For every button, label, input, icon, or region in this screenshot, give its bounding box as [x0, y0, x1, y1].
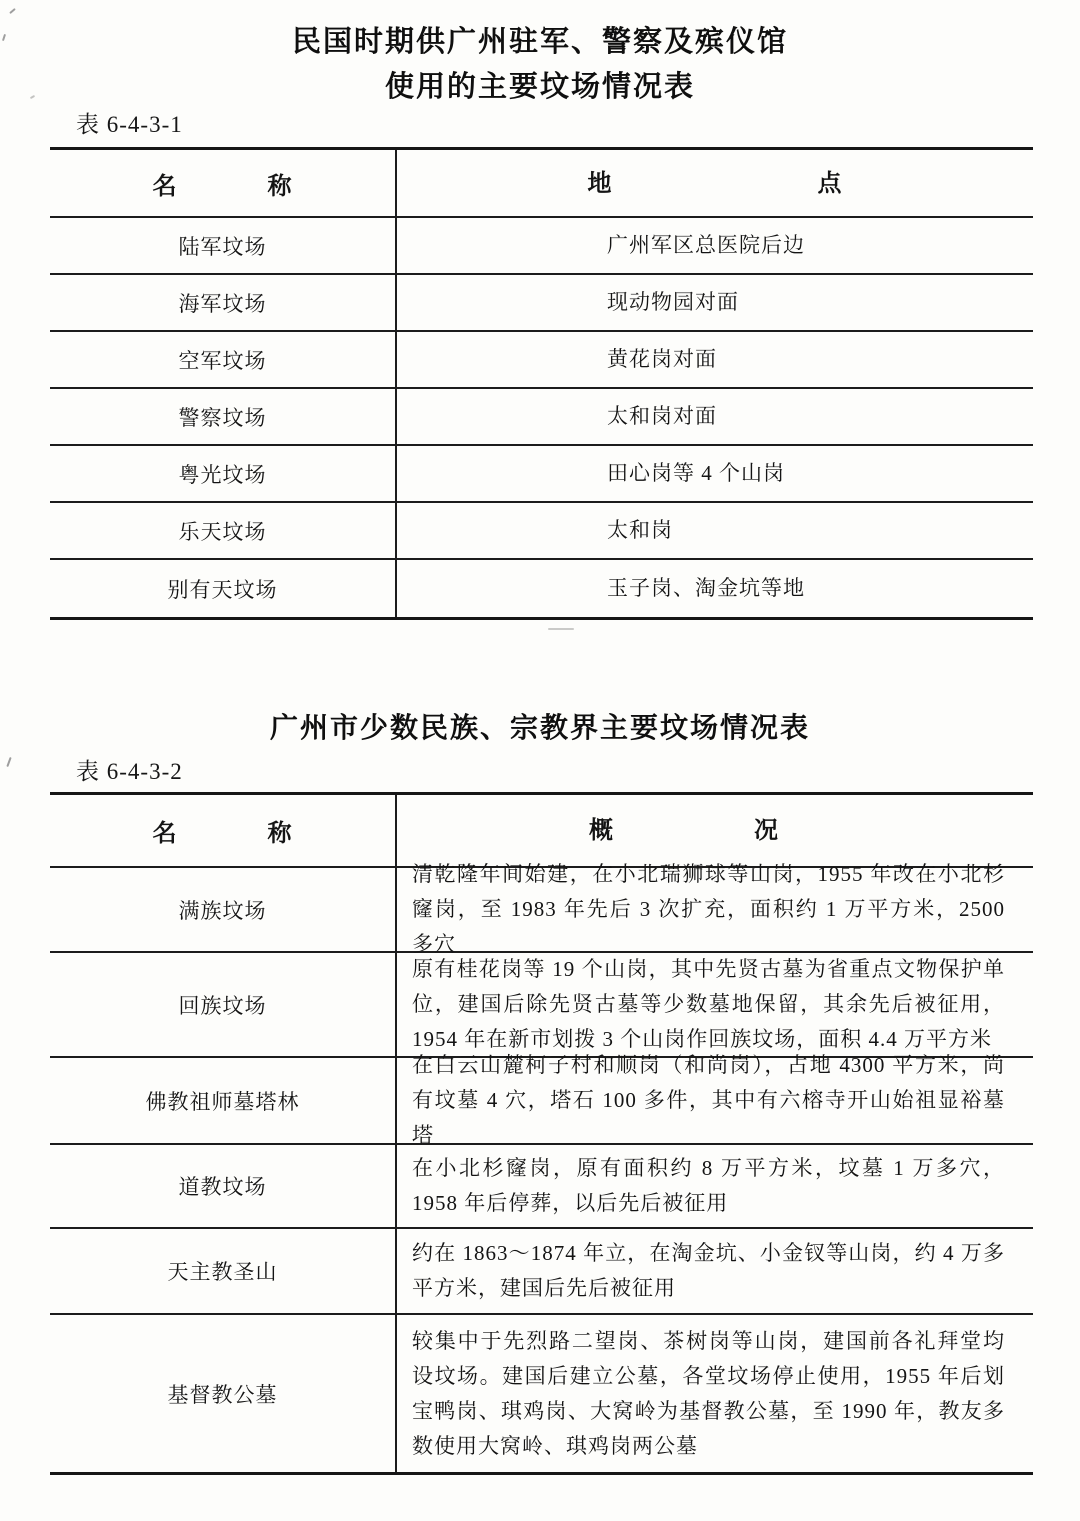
cemetery-location: 玉子岗、淘金坑等地 [607, 576, 805, 600]
cemetery-overview: 在白云山麓柯子村和顺岗（和尚岗），占地 4300 平方米，尚有坟墓 4 穴，塔石 100 多件，其中有六榕寺开山始祖显裕墓塔 [412, 1053, 1005, 1147]
table1-title-line2: 使用的主要坟场情况表 [384, 71, 695, 103]
table-row [50, 862, 1033, 956]
cemetery-overview: 原有桂花岗等 19 个山岗，其中先贤古墓为省重点文物保护单位，建国后除先贤古墓等少数墓地保留，其余先后被征用，1954 年在新市划拨 3 个山岗作回族坟场，面积 4.4 万平方米 [412, 957, 1005, 1051]
table-row [50, 1145, 1033, 1229]
table-row [50, 275, 1033, 332]
table-row [50, 389, 1033, 446]
cemetery-name: 满族坟场 [50, 868, 397, 951]
scan-mark [6, 757, 11, 767]
cemetery-name: 粤光坟场 [50, 446, 397, 501]
cemetery-overview: 在小北杉窿岗，原有面积约 8 万平方米，坟墓 1 万多穴，1958 年后停葬，以后先后被征用 [412, 1156, 1005, 1215]
table1-title-line1: 民国时期供广州驻军、警察及殡仪馆 [291, 26, 788, 58]
cemetery-location: 黄花岗对面 [607, 347, 717, 371]
cemetery-name: 回族坟场 [50, 953, 397, 1056]
table2-header-name [50, 795, 397, 866]
cemetery-name: 佛教祖师墓塔林 [50, 1058, 397, 1143]
table-row [50, 503, 1033, 560]
cemetery-location: 现动物园对面 [607, 290, 739, 314]
table2-title: 广州市少数民族、宗教界主要坟场情况表 [269, 712, 810, 743]
header-char: 称 [267, 820, 293, 847]
cemetery-name: 空军坟场 [50, 332, 397, 387]
cemetery-name: 乐天坟场 [50, 503, 397, 558]
table2-header-overview [397, 795, 1033, 866]
table-row [50, 560, 1033, 617]
header-char: 况 [754, 817, 779, 844]
cemetery-name: 基督教公墓 [50, 1315, 397, 1472]
table1-header-location [397, 150, 1033, 216]
scan-mark [9, 8, 16, 14]
header-char: 概 [589, 817, 614, 844]
cemetery-location: 田心岗等 4 个山岗 [607, 461, 785, 485]
table-row [50, 332, 1033, 389]
cemetery-name: 陆军坟场 [50, 218, 397, 273]
table1 [50, 147, 1033, 620]
table-row [50, 1229, 1033, 1315]
cemetery-name: 海军坟场 [50, 275, 397, 330]
table1-label: 表 6-4-3-1 [76, 112, 183, 137]
table1-header-row [50, 150, 1033, 218]
header-char: 点 [817, 169, 843, 197]
table2-label: 表 6-4-3-2 [76, 759, 183, 784]
cemetery-location: 太和岗 [607, 518, 673, 542]
cemetery-location: 广州军区总医院后边 [607, 233, 805, 257]
table-row [50, 953, 1033, 1058]
table-row [50, 218, 1033, 275]
header-char: 名 [152, 172, 178, 200]
cemetery-overview: 清乾隆年间始建，在小北瑞狮球等山岗，1955 年改在小北杉窿岗，至 1983 年先后 3 次扩充，面积约 1 万平方米，2500 多穴 [412, 862, 1005, 956]
cemetery-overview: 较集中于先烈路二望岗、茶树岗等山岗，建国前各礼拜堂均设坟场。建国后建立公墓，各堂坟场停止使用，1955 年后划宝鸭岗、琪鸡岗、大窝岭为基督教公墓，至 1990 年，教友多数使用大窝岭、琪鸡岗两公墓 [412, 1328, 1005, 1458]
cemetery-location: 太和岗对面 [607, 404, 717, 428]
cemetery-name: 道教坟场 [50, 1145, 397, 1227]
table-row [50, 1053, 1033, 1147]
header-char: 称 [267, 172, 293, 200]
table2 [50, 792, 1033, 1475]
table-row [50, 1315, 1033, 1472]
scan-mark [548, 628, 574, 630]
header-char: 名 [152, 820, 178, 847]
header-char: 地 [587, 169, 613, 197]
cemetery-name: 警察坟场 [50, 389, 397, 444]
cemetery-name: 别有天坟场 [50, 560, 397, 617]
table1-header-name [50, 150, 397, 216]
table1-title [0, 20, 1080, 110]
cemetery-name: 天主教圣山 [50, 1229, 397, 1313]
table-row [50, 446, 1033, 503]
cemetery-overview: 约在 1863～1874 年立，在淘金坑、小金钗等山岗，约 4 万多平方米，建国后先后被征用 [412, 1241, 1005, 1300]
